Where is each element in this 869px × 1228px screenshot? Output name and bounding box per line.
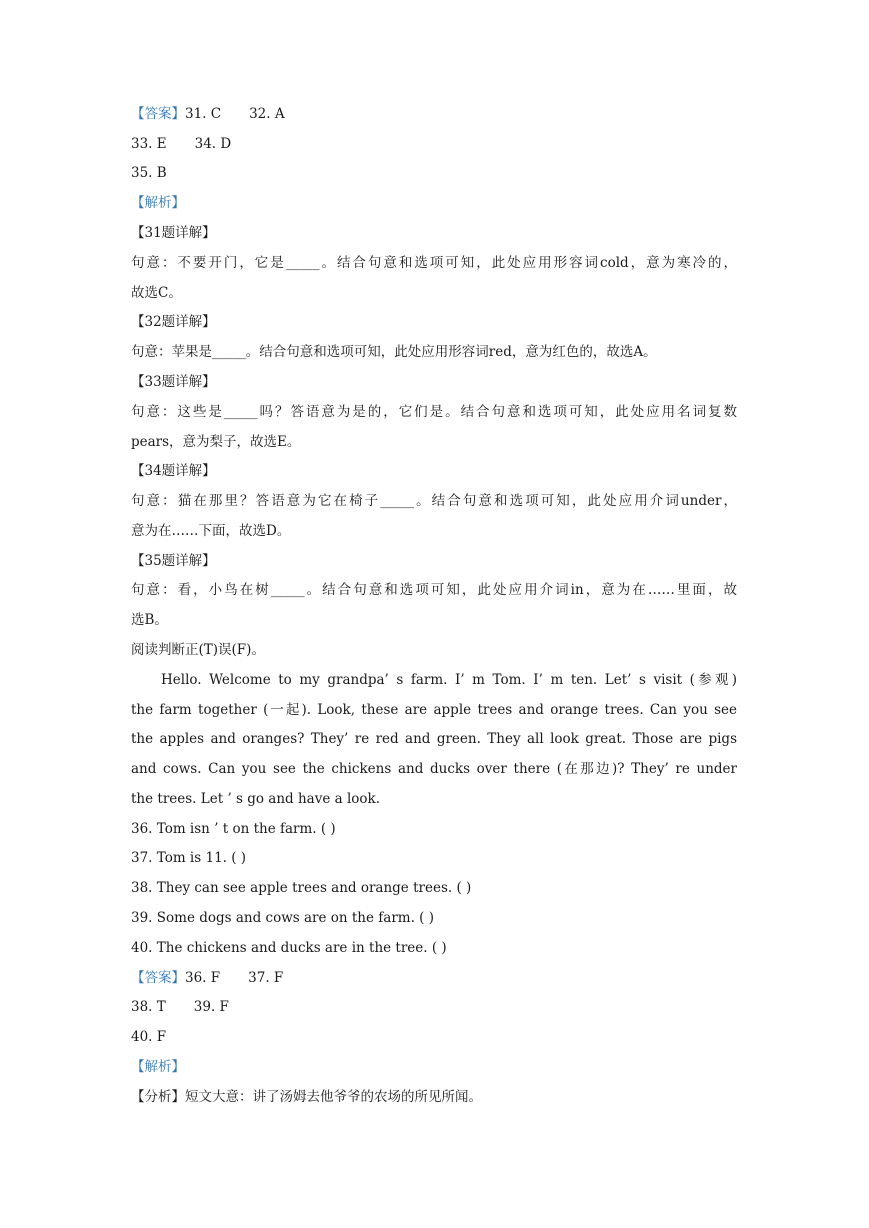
detail-line: 选B。	[131, 612, 168, 628]
answer-row-31-32	[131, 104, 737, 124]
answer-label: 【答案】	[131, 106, 185, 122]
question-39: 39. Some dogs and cows are on the farm. ( )	[131, 910, 434, 926]
detail-line: 句意：看，小鸟在树_____。结合句意和选项可知，此处应用介词in，意为在……里面，故	[131, 582, 737, 598]
passage-line: and cows. Can you see the chickens and ducks over there (在那边)? They’ re under	[131, 761, 737, 777]
question-40: 40. The chickens and ducks are in the tree. ( )	[131, 940, 447, 956]
answer-row-36-37	[131, 968, 737, 988]
summary-label: 【分析】	[131, 1089, 185, 1105]
answer-36: 36. F	[185, 970, 221, 986]
answer-31: 31. C	[185, 106, 222, 122]
passage-line: the farm together (一起). Look, these are apple trees and orange trees. Can you see	[131, 702, 737, 718]
detail-line: 句意：苹果是_____。结合句意和选项可知，此处应用形容词red，意为红色的，故选A。	[131, 344, 657, 360]
answer-34: 34. D	[194, 136, 232, 152]
answer-40: 40. F	[131, 1029, 167, 1045]
answer-39: 39. F	[193, 999, 229, 1015]
detail-heading-35: 【35题详解】	[131, 553, 216, 569]
analysis-label: 【解析】	[131, 1059, 185, 1075]
passage-line: the trees. Let ’ s go and have a look.	[131, 791, 381, 807]
question-37: 37. Tom is 11. ( )	[131, 850, 247, 866]
detail-heading-31: 【31题详解】	[131, 225, 216, 241]
detail-heading-32: 【32题详解】	[131, 314, 216, 330]
answer-row-38-39	[131, 997, 737, 1017]
detail-line: pears，意为梨子，故选E。	[131, 434, 301, 450]
question-36: 36. Tom isn ’ t on the farm. ( )	[131, 821, 336, 837]
analysis-label: 【解析】	[131, 195, 185, 211]
detail-line: 句意：不要开门，它是_____。结合句意和选项可知，此处应用形容词cold，意为寒冷的，	[131, 255, 737, 271]
answer-37: 37. F	[248, 970, 284, 986]
answer-33: 33. E	[131, 136, 167, 152]
summary-text: 短文大意：讲了汤姆去他爷爷的农场的所见所闻。	[185, 1089, 482, 1105]
summary-line	[131, 1087, 737, 1107]
detail-line: 意为在……下面，故选D。	[131, 523, 291, 539]
detail-line: 故选C。	[131, 285, 182, 301]
answer-32: 32. A	[249, 106, 285, 122]
answer-38: 38. T	[131, 999, 166, 1015]
detail-line: 句意：这些是_____吗？答语意为是的，它们是。结合句意和选项可知，此处应用名词复数	[131, 404, 737, 420]
answer-row-33-34	[131, 134, 737, 154]
detail-heading-33: 【33题详解】	[131, 374, 216, 390]
detail-heading-34: 【34题详解】	[131, 463, 216, 479]
answer-label: 【答案】	[131, 970, 185, 986]
question-38: 38. They can see apple trees and orange trees. ( )	[131, 880, 472, 896]
answer-35: 35. B	[131, 165, 167, 181]
passage-line: Hello. Welcome to my grandpa’ s farm. I’ m Tom. I’ m ten. Let’ s visit (参观)	[161, 672, 737, 688]
detail-line: 句意：猫在那里？答语意为它在椅子_____。结合句意和选项可知，此处应用介词under，	[131, 493, 737, 509]
passage-line: the apples and oranges? They’ re red and green. They all look great. Those are pigs	[131, 731, 737, 747]
reading-instruction: 阅读判断正(T)误(F)。	[131, 642, 265, 658]
